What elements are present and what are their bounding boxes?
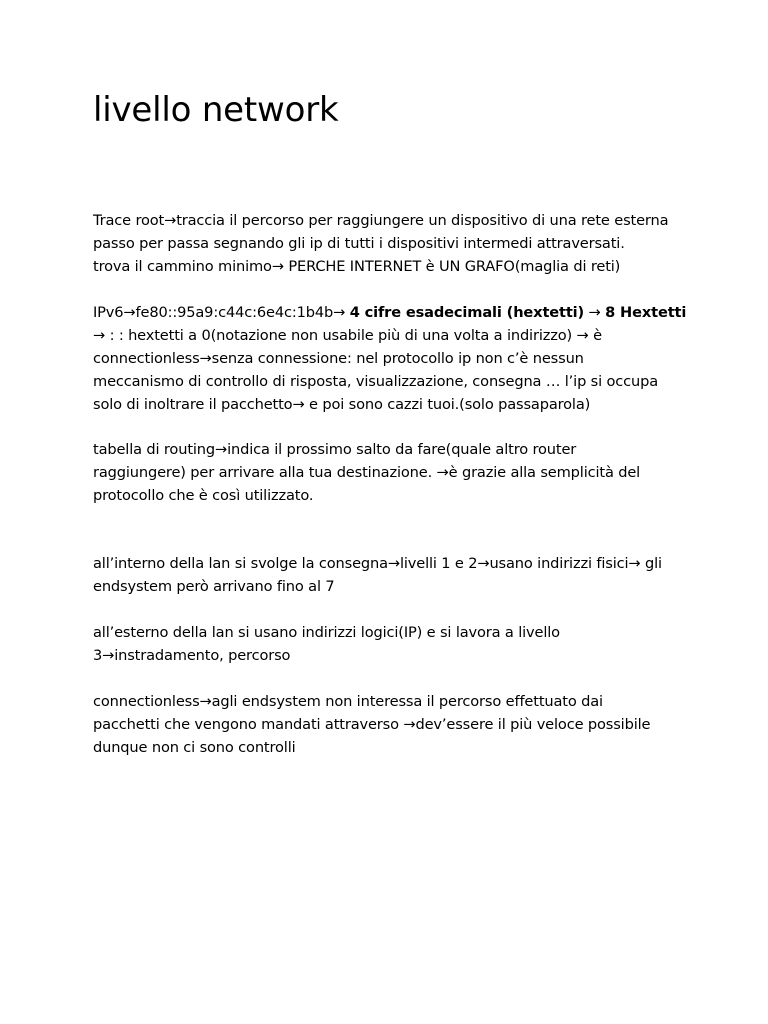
text-line: connectionless→senza connessione: nel protocollo ip non c’è nessun	[93, 350, 584, 367]
paragraph-routing-table	[93, 438, 693, 507]
bold-text-hextetti: 4 cifre esadecimali (hextetti)	[349, 304, 585, 321]
text-line: dunque non ci sono controlli	[93, 739, 296, 756]
text-run: IPv6→fe80::95a9:c44c:6e4c:1b4b→	[93, 304, 350, 321]
paragraph-ipv6	[93, 301, 693, 416]
text-line: all’interno della lan si svolge la consegna→livelli 1 e 2→usano indirizzi fisici→ gli	[93, 555, 662, 572]
text-run: →	[584, 304, 606, 321]
paragraph-connectionless	[93, 690, 693, 759]
bold-text-8-hextetti: 8 Hextetti	[605, 304, 687, 321]
text-line: solo di inoltrare il pacchetto→ e poi sono cazzi tuoi.(solo passaparola)	[93, 396, 591, 413]
text-line: tabella di routing→indica il prossimo salto da fare(quale altro router	[93, 441, 577, 458]
text-line: passo per passa segnando gli ip di tutti i dispositivi intermedi attraversati.	[93, 235, 625, 252]
text-line: connectionless→agli endsystem non interessa il percorso effettuato dai	[93, 693, 603, 710]
text-line: raggiungere) per arrivare alla tua destinazione. →è grazie alla semplicità del	[93, 464, 641, 481]
text-line: 3→instradamento, percorso	[93, 647, 291, 664]
text-line: → : : hextetti a 0(notazione non usabile più di una volta a indirizzo) → è	[93, 327, 602, 344]
text-line: pacchetti che vengono mandati attraverso →dev’essere il più veloce possibile	[93, 716, 651, 733]
paragraph-lan-esterno	[93, 621, 693, 667]
text-line	[93, 301, 693, 324]
paragraph-trace-root	[93, 209, 693, 278]
text-line: trova il cammino minimo→ PERCHE INTERNET è UN GRAFO(maglia di reti)	[93, 258, 621, 275]
text-line: protocollo che è così utilizzato.	[93, 487, 314, 504]
text-line: endsystem però arrivano fino al 7	[93, 578, 335, 595]
paragraph-lan-interno	[93, 552, 693, 598]
text-line: Trace root→traccia il percorso per raggiungere un dispositivo di una rete esterna	[93, 212, 669, 229]
page-title: livello network	[93, 90, 339, 130]
text-line: all’esterno della lan si usano indirizzi logici(IP) e si lavora a livello	[93, 624, 560, 641]
text-line: meccanismo di controllo di risposta, visualizzazione, consegna … l’ip si occupa	[93, 373, 659, 390]
